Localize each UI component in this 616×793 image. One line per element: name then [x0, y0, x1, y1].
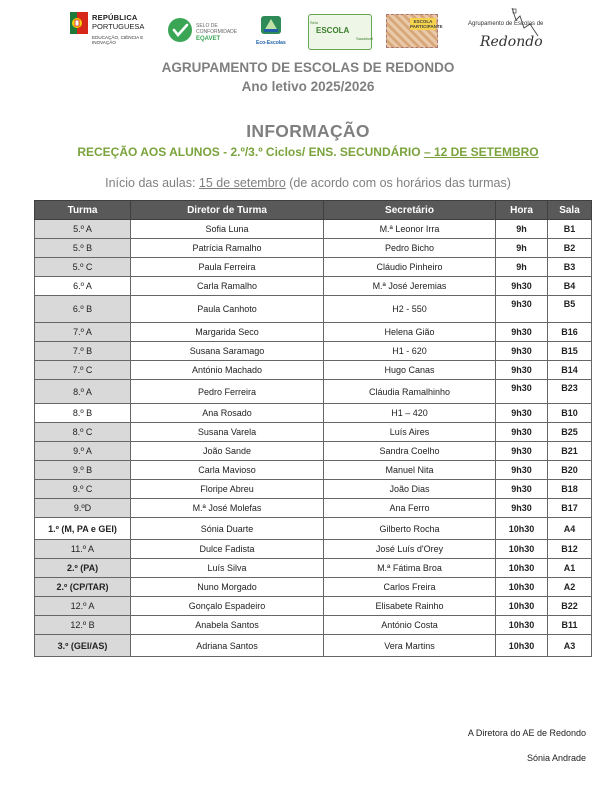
- coat-of-arms-icon: [70, 12, 88, 34]
- cell-secretario: M.ª Leonor Irra: [324, 220, 496, 239]
- republica-line3: EDUCAÇÃO, CIÊNCIA E INOVAÇÃO: [92, 35, 144, 45]
- cell-hora: 10h30: [496, 635, 548, 657]
- cell-diretor: Patrícia Ramalho: [131, 239, 324, 258]
- cell-hora: 9h30: [496, 342, 548, 361]
- cell-secretario: João Dias: [324, 480, 496, 499]
- cell-sala: B20: [548, 461, 592, 480]
- cell-turma: 9.º C: [35, 480, 131, 499]
- cell-secretario: António Costa: [324, 616, 496, 635]
- column-header-sala: Sala: [548, 201, 592, 220]
- cell-diretor: Margarida Seco: [131, 323, 324, 342]
- cell-secretario: Sandra Coelho: [324, 442, 496, 461]
- cell-sala: B21: [548, 442, 592, 461]
- cell-hora: 9h30: [496, 499, 548, 518]
- cell-hora: 10h30: [496, 559, 548, 578]
- cell-secretario: Cláudio Pinheiro: [324, 258, 496, 277]
- reception-subtitle: [0, 145, 616, 159]
- eco-escolas-logo: [256, 6, 286, 52]
- table-row: [35, 220, 592, 239]
- cell-sala: B11: [548, 616, 592, 635]
- eqavet-logo: [166, 6, 248, 52]
- cell-sala: A1: [548, 559, 592, 578]
- signature-role: A Diretora do AE de Redondo: [467, 728, 586, 738]
- table-row: [35, 616, 592, 635]
- table-row: [35, 461, 592, 480]
- svg-text:CONFORMIDADE: CONFORMIDADE: [196, 29, 238, 35]
- class-start-label: Início das aulas:: [105, 176, 199, 190]
- cell-hora: 9h: [496, 258, 548, 277]
- cell-turma: 3.º (GEI/AS): [35, 635, 131, 657]
- cell-hora: 9h: [496, 220, 548, 239]
- logo-bar: [60, 6, 560, 52]
- cell-diretor: Nuno Morgado: [131, 578, 324, 597]
- svg-text:SELO DE: SELO DE: [196, 23, 218, 29]
- cell-turma: 2.º (PA): [35, 559, 131, 578]
- cell-sala: B5: [548, 296, 592, 323]
- cell-secretario: H2 - 550: [324, 296, 496, 323]
- table-row: [35, 597, 592, 616]
- column-header-hora: Hora: [496, 201, 548, 220]
- cell-hora: 10h30: [496, 597, 548, 616]
- cell-diretor: Floripe Abreu: [131, 480, 324, 499]
- cell-hora: 9h30: [496, 323, 548, 342]
- cell-diretor: Anabela Santos: [131, 616, 324, 635]
- cell-sala: B25: [548, 423, 592, 442]
- class-start-date: 15 de setembro: [198, 176, 286, 190]
- cell-turma: 8.º B: [35, 404, 131, 423]
- cell-turma: 2.º (CP/TAR): [35, 578, 131, 597]
- escola-participante-logo: [384, 6, 443, 52]
- cell-turma: 12.º A: [35, 597, 131, 616]
- cell-secretario: Elisabete Rainho: [324, 597, 496, 616]
- cell-hora: 9h30: [496, 296, 548, 323]
- column-header-turma: Turma: [35, 201, 131, 220]
- cell-secretario: H1 - 620: [324, 342, 496, 361]
- reception-subtitle-text: RECEÇÃO AOS ALUNOS - 2.º/3.º Ciclos/ ENS. SECUNDÁRIO: [77, 145, 424, 159]
- cell-hora: 9h30: [496, 361, 548, 380]
- school-year: Ano letivo 2025/2026: [241, 79, 375, 94]
- reception-schedule-table: [34, 200, 592, 657]
- cell-diretor: Adriana Santos: [131, 635, 324, 657]
- cell-sala: B17: [548, 499, 592, 518]
- table-row: [35, 518, 592, 540]
- table-row: [35, 239, 592, 258]
- cell-secretario: Manuel Nita: [324, 461, 496, 480]
- cell-secretario: Vera Martins: [324, 635, 496, 657]
- cell-turma: 1.º (M, PA e GEI): [35, 518, 131, 540]
- cell-turma: 9.º A: [35, 442, 131, 461]
- table-row: [35, 296, 592, 323]
- cell-diretor: Paula Ferreira: [131, 258, 324, 277]
- table-row: [35, 258, 592, 277]
- cell-sala: B22: [548, 597, 592, 616]
- escola-participante-label: ESCOLA PARTICIPANTE: [410, 19, 443, 29]
- cell-diretor: Carla Ramalho: [131, 277, 324, 296]
- eqavet-check-icon: [166, 6, 248, 52]
- cell-diretor: Pedro Ferreira: [131, 380, 324, 404]
- cell-turma: 9.ºD: [35, 499, 131, 518]
- escola-saudavel-main: ESCOLA: [316, 26, 350, 35]
- cell-turma: 6.º B: [35, 296, 131, 323]
- cell-hora: 9h30: [496, 461, 548, 480]
- table-header-row: [35, 201, 592, 220]
- cell-sala: B23: [548, 380, 592, 404]
- cell-sala: B12: [548, 540, 592, 559]
- cell-diretor: M.ª José Molefas: [131, 499, 324, 518]
- cell-secretario: Ana Ferro: [324, 499, 496, 518]
- table-body: [35, 220, 592, 657]
- reception-date: – 12 DE SETEMBRO: [423, 145, 539, 159]
- cell-sala: B16: [548, 323, 592, 342]
- cell-diretor: Sónia Duarte: [131, 518, 324, 540]
- cell-hora: 10h30: [496, 616, 548, 635]
- table-row: [35, 323, 592, 342]
- cell-turma: 5.º C: [35, 258, 131, 277]
- redondo-logo-name: Redondo: [480, 34, 543, 50]
- cell-secretario: M.ª Fátima Broa: [324, 559, 496, 578]
- table-row: [35, 540, 592, 559]
- cell-sala: B2: [548, 239, 592, 258]
- cell-sala: A4: [548, 518, 592, 540]
- cell-secretario: M.ª José Jeremias: [324, 277, 496, 296]
- cell-diretor: Susana Varela: [131, 423, 324, 442]
- cell-diretor: Luís Silva: [131, 559, 324, 578]
- cell-diretor: Gonçalo Espadeiro: [131, 597, 324, 616]
- escola-saudavel-small2: Saudável: [356, 36, 373, 41]
- table-row: [35, 342, 592, 361]
- table-row: [35, 404, 592, 423]
- cell-sala: B15: [548, 342, 592, 361]
- republica-portuguesa-logo: [70, 6, 162, 52]
- svg-text:EQAVET: EQAVET: [196, 36, 221, 42]
- cell-sala: B18: [548, 480, 592, 499]
- column-header-secretario: Secretário: [324, 201, 496, 220]
- escola-saudavel-small1: Selo: [310, 20, 319, 25]
- cell-diretor: João Sande: [131, 442, 324, 461]
- cell-secretario: Cláudia Ramalhinho: [324, 380, 496, 404]
- cell-turma: 12.º B: [35, 616, 131, 635]
- cell-hora: 9h30: [496, 442, 548, 461]
- redondo-logo-top: Agrupamento de Escolas de: [468, 21, 544, 27]
- eco-escolas-icon: [256, 6, 286, 52]
- table-row: [35, 442, 592, 461]
- svg-text:Eco-Escolas: Eco-Escolas: [256, 40, 286, 46]
- cell-secretario: Gilberto Rocha: [324, 518, 496, 540]
- cell-turma: 8.º C: [35, 423, 131, 442]
- agrupamento-redondo-logo: [468, 6, 560, 52]
- table-row: [35, 578, 592, 597]
- cell-turma: 5.º B: [35, 239, 131, 258]
- table-row: [35, 635, 592, 657]
- cell-diretor: Carla Mavioso: [131, 461, 324, 480]
- escola-saudavel-logo: [308, 6, 372, 52]
- cell-hora: 9h30: [496, 404, 548, 423]
- republica-line1: REPÚBLICA: [92, 13, 138, 22]
- cell-turma: 7.º A: [35, 323, 131, 342]
- cell-diretor: Paula Canhoto: [131, 296, 324, 323]
- table-row: [35, 480, 592, 499]
- cell-turma: 7.º C: [35, 361, 131, 380]
- class-start-line: [0, 176, 616, 190]
- cell-sala: A2: [548, 578, 592, 597]
- cell-secretario: Carlos Freira: [324, 578, 496, 597]
- cell-diretor: António Machado: [131, 361, 324, 380]
- column-header-diretor: Diretor de Turma: [131, 201, 324, 220]
- cell-hora: 10h30: [496, 578, 548, 597]
- cell-sala: B4: [548, 277, 592, 296]
- cell-turma: 7.º B: [35, 342, 131, 361]
- cell-secretario: Helena Gião: [324, 323, 496, 342]
- cell-sala: B1: [548, 220, 592, 239]
- cell-hora: 9h30: [496, 480, 548, 499]
- cell-hora: 9h30: [496, 277, 548, 296]
- cell-sala: B10: [548, 404, 592, 423]
- cell-sala: B14: [548, 361, 592, 380]
- signature-name: Sónia Andrade: [526, 753, 586, 763]
- table-row: [35, 361, 592, 380]
- cell-turma: 8.º A: [35, 380, 131, 404]
- cell-secretario: H1 – 420: [324, 404, 496, 423]
- cell-diretor: Sofia Luna: [131, 220, 324, 239]
- cell-secretario: Pedro Bicho: [324, 239, 496, 258]
- republica-line2: PORTUGUESA: [92, 22, 145, 31]
- cell-turma: 11.º A: [35, 540, 131, 559]
- cell-sala: B3: [548, 258, 592, 277]
- cell-secretario: Luís Aires: [324, 423, 496, 442]
- cell-secretario: José Luís d'Orey: [324, 540, 496, 559]
- table-row: [35, 499, 592, 518]
- cell-hora: 9h: [496, 239, 548, 258]
- cell-turma: 9.º B: [35, 461, 131, 480]
- cell-hora: 9h30: [496, 380, 548, 404]
- cell-sala: A3: [548, 635, 592, 657]
- cell-hora: 9h30: [496, 423, 548, 442]
- table-row: [35, 423, 592, 442]
- table-row: [35, 277, 592, 296]
- table-row: [35, 380, 592, 404]
- cell-turma: 5.º A: [35, 220, 131, 239]
- cell-hora: 10h30: [496, 518, 548, 540]
- school-title: AGRUPAMENTO DE ESCOLAS DE REDONDO: [161, 60, 455, 75]
- cell-secretario: Hugo Canas: [324, 361, 496, 380]
- cell-diretor: Susana Saramago: [131, 342, 324, 361]
- cell-hora: 10h30: [496, 540, 548, 559]
- info-heading: INFORMAÇÃO: [246, 121, 370, 141]
- class-start-note: (de acordo com os horários das turmas): [285, 176, 511, 190]
- cell-turma: 6.º A: [35, 277, 131, 296]
- cell-diretor: Dulce Fadista: [131, 540, 324, 559]
- cell-diretor: Ana Rosado: [131, 404, 324, 423]
- table-row: [35, 559, 592, 578]
